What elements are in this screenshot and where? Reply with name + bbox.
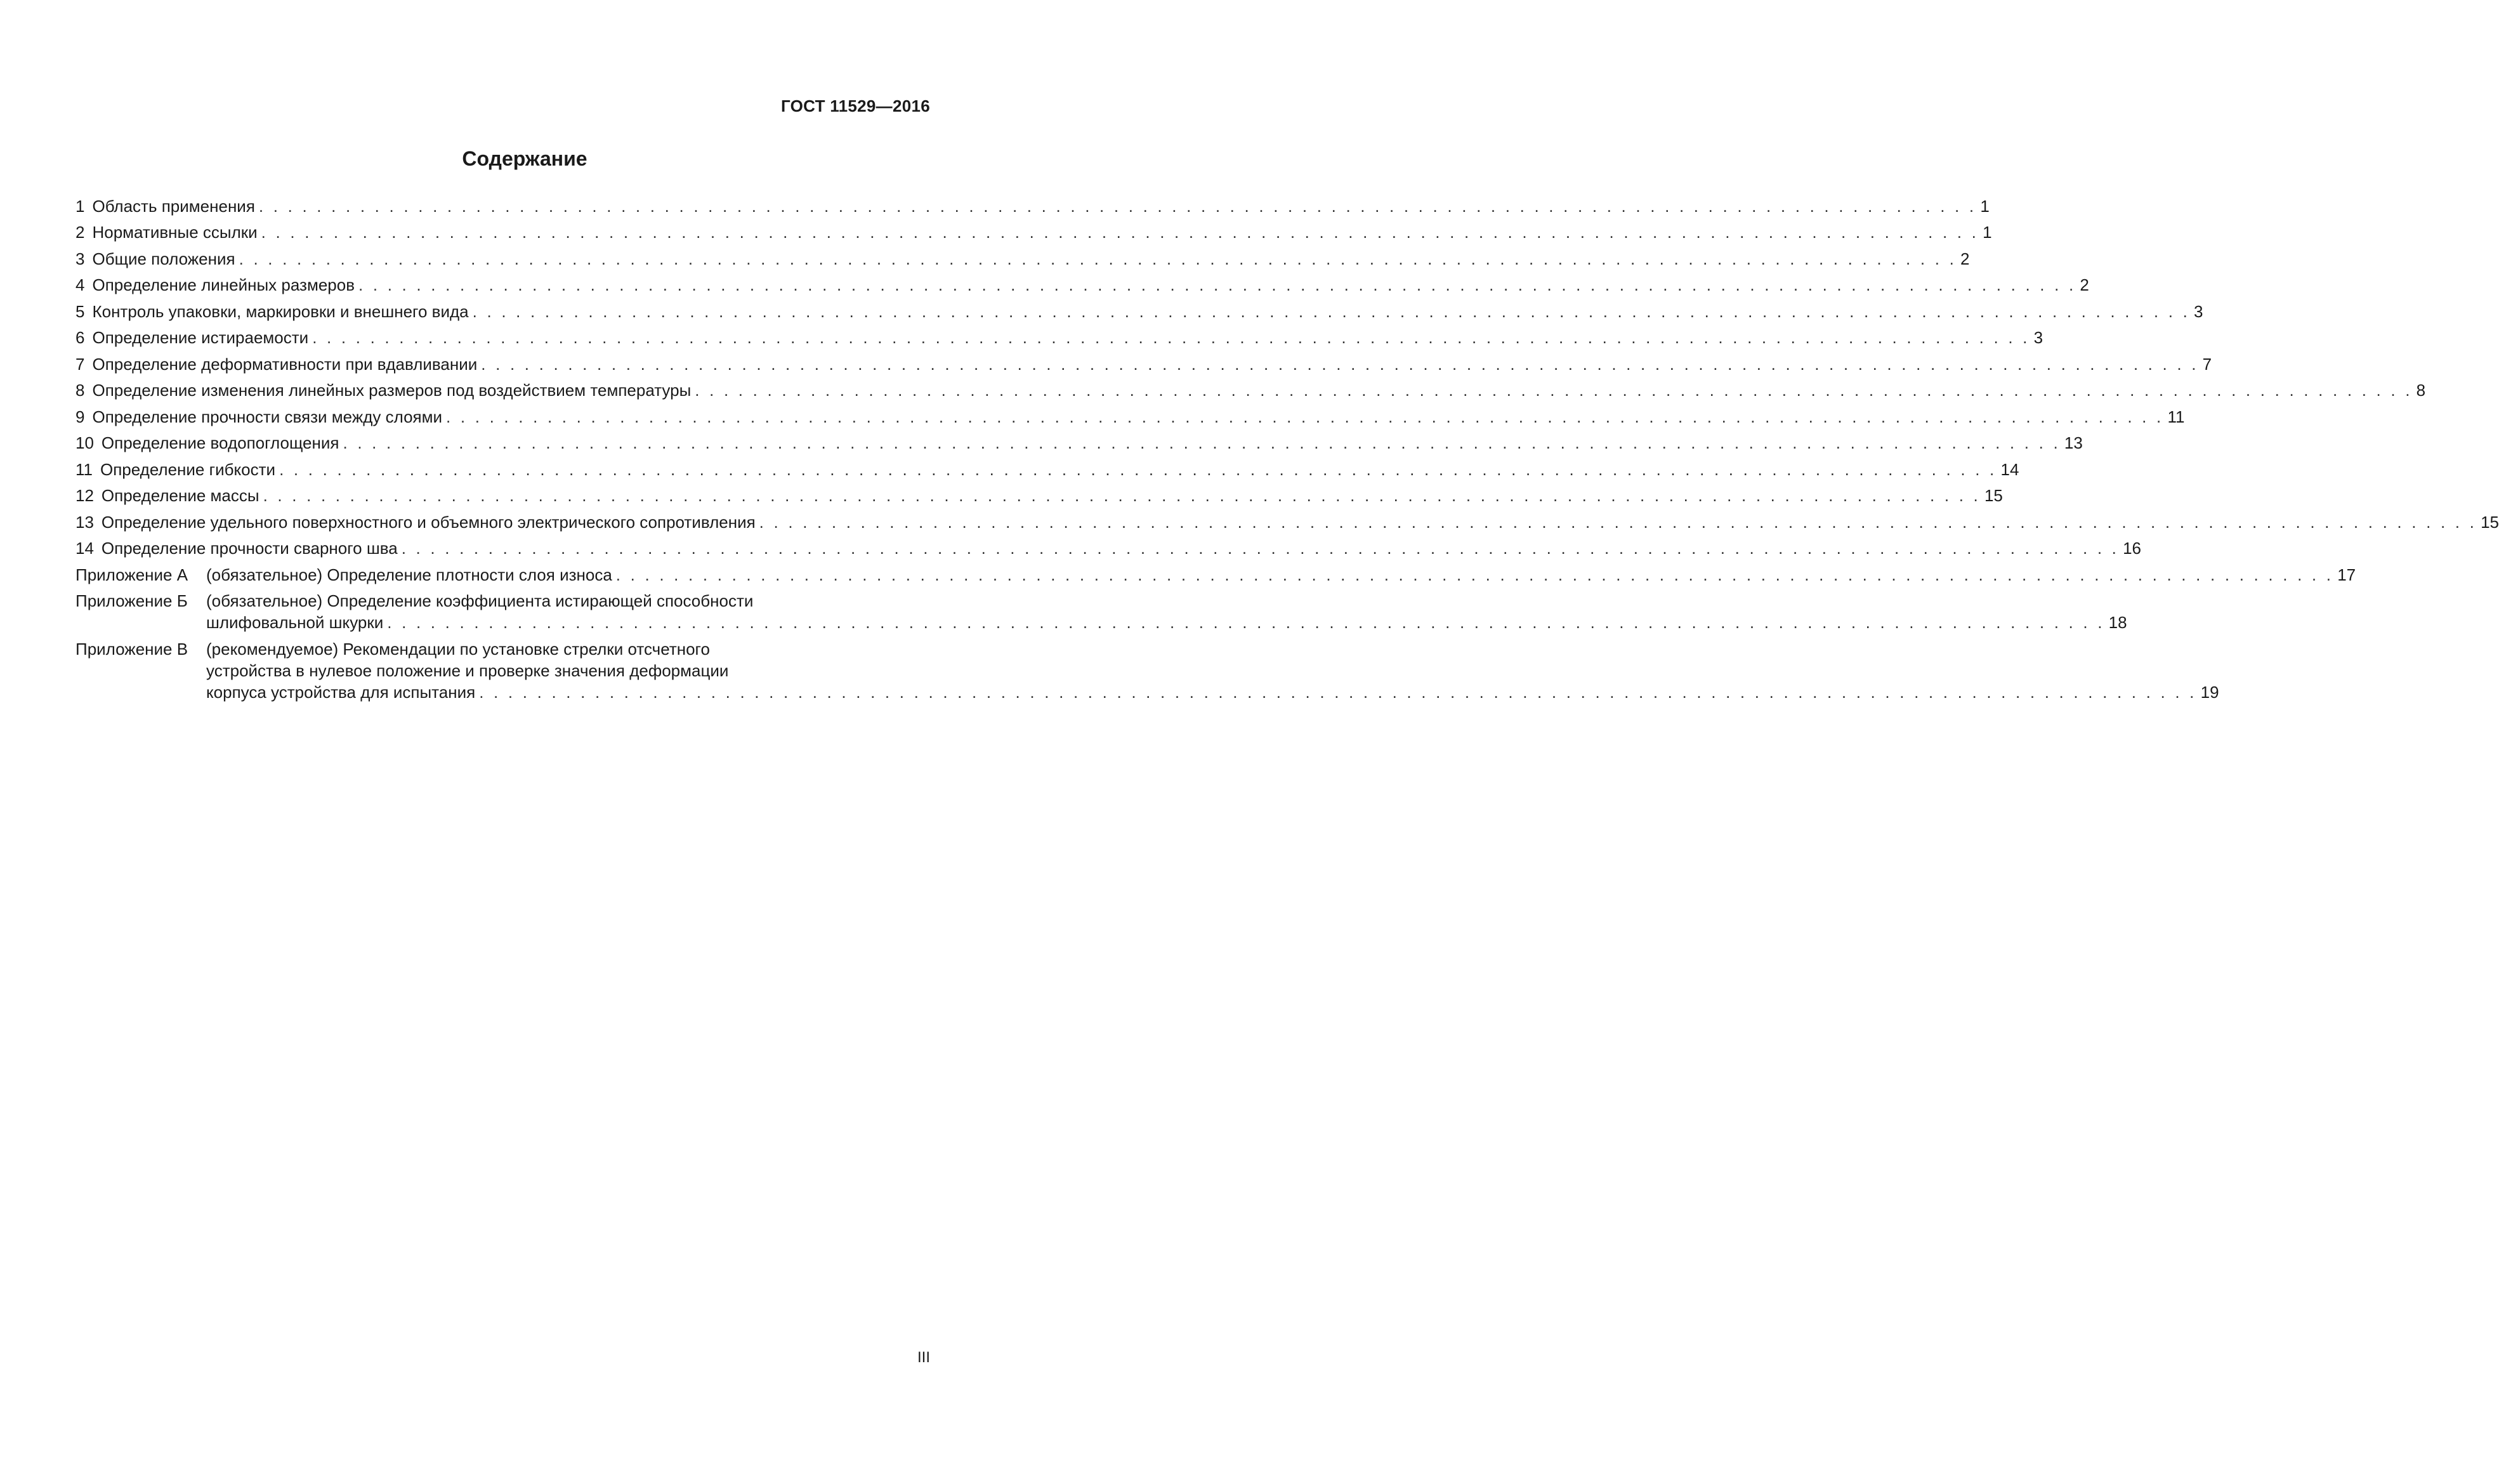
toc-entry[interactable] xyxy=(75,217,1992,244)
toc-entry-number: 3 xyxy=(75,249,85,268)
toc-entry-page: 3 xyxy=(2033,328,2043,347)
toc-entry[interactable] xyxy=(75,296,2203,322)
toc-entry-number: 12 xyxy=(75,486,94,505)
table-of-contents xyxy=(75,190,2499,703)
toc-entry[interactable] xyxy=(75,428,2083,454)
toc-entry-number: 2 xyxy=(75,223,85,242)
toc-entry-number: 10 xyxy=(75,433,94,452)
toc-entry-number: 7 xyxy=(75,354,85,374)
toc-entry-page: 1 xyxy=(1980,196,1990,216)
toc-entry-title: Область применения xyxy=(92,196,255,216)
toc-entry[interactable] xyxy=(75,348,2212,375)
annex-last-line xyxy=(206,564,2356,586)
annex-label: Приложение А xyxy=(75,565,188,584)
dot-leader xyxy=(358,274,2076,296)
toc-title: Содержание xyxy=(462,147,587,170)
dot-leader xyxy=(446,406,2163,428)
toc-entry-title: Определение удельного поверхностного и объемного электрического сопротивления xyxy=(101,512,756,532)
toc-entry[interactable] xyxy=(75,480,2003,507)
annex-last-line xyxy=(206,612,2127,633)
toc-entry-number: 14 xyxy=(75,539,94,558)
document-code: ГОСТ 11529—2016 xyxy=(780,96,930,115)
dot-leader xyxy=(279,459,1997,480)
toc-annex[interactable] xyxy=(75,559,2356,586)
toc-entry-page: 15 xyxy=(2481,512,2499,532)
dot-leader xyxy=(387,612,2104,633)
toc-entry-title: Контроль упаковки, маркировки и внешнего вида xyxy=(92,301,469,321)
toc-entry-page: 11 xyxy=(2167,407,2185,426)
toc-entry-number: 8 xyxy=(75,381,85,400)
toc-entry[interactable] xyxy=(75,243,1970,270)
toc-entry-page: 13 xyxy=(2064,433,2083,452)
toc-entry-page: 2 xyxy=(1960,249,1970,268)
dot-leader xyxy=(695,379,2412,401)
toc-entry[interactable] xyxy=(75,270,2089,296)
toc-entry[interactable] xyxy=(75,401,2185,428)
toc-entry-title: Определение изменения линейных размеров под воздействием температуры xyxy=(92,381,692,400)
dot-leader xyxy=(616,564,2333,586)
annex-title: (обязательное) Определение плотности слоя износа xyxy=(206,565,612,584)
toc-annex[interactable] xyxy=(75,586,2127,634)
dot-leader xyxy=(259,195,1976,217)
toc-entry-page: 8 xyxy=(2416,381,2426,400)
toc-annex[interactable] xyxy=(75,633,2219,703)
annex-page: 19 xyxy=(2200,682,2219,702)
toc-entry-number: 6 xyxy=(75,328,85,347)
annex-page: 18 xyxy=(2108,613,2127,632)
annex-body xyxy=(206,590,2127,633)
dot-leader xyxy=(263,485,1981,506)
toc-entry-title: Определение гибкости xyxy=(100,459,276,479)
annex-title: шлифовальной шкурки xyxy=(206,613,384,632)
toc-entry-page: 16 xyxy=(2123,539,2142,558)
dot-leader xyxy=(473,301,2190,322)
annex-last-line xyxy=(206,681,2219,703)
annex-title-line: (обязательное) Определение коэффициента истирающей способности xyxy=(206,591,754,610)
annex-page: 17 xyxy=(2337,565,2356,584)
toc-entry-number: 5 xyxy=(75,301,85,321)
dot-leader xyxy=(312,327,2030,348)
annex-title-line: (рекомендуемое) Рекомендации по установке стрелки отсчетного xyxy=(206,639,710,659)
dot-leader xyxy=(481,353,2198,375)
toc-entry-page: 14 xyxy=(2000,459,2019,479)
toc-entry-title: Общие положения xyxy=(92,249,235,268)
annex-title: корпуса устройства для испытания xyxy=(206,682,476,702)
annex-body xyxy=(206,638,2219,703)
toc-entry-page: 2 xyxy=(2080,275,2089,294)
annex-label: Приложение Б xyxy=(75,591,188,610)
page-number: III xyxy=(917,1349,930,1366)
toc-entry-page: 3 xyxy=(2194,301,2203,321)
dot-leader xyxy=(261,221,1979,243)
toc-entry-title: Определение деформативности при вдавливании xyxy=(92,354,478,374)
toc-entry-title: Определение прочности связи между слоями xyxy=(92,407,443,426)
dot-leader xyxy=(239,248,1957,270)
toc-entry-number: 1 xyxy=(75,196,85,216)
dot-leader xyxy=(479,681,2196,703)
toc-entry[interactable] xyxy=(75,375,2426,402)
toc-entry-number: 11 xyxy=(75,459,93,479)
toc-entry[interactable] xyxy=(75,506,2499,533)
toc-entry-page: 7 xyxy=(2202,354,2212,374)
dot-leader xyxy=(402,537,2119,559)
toc-entry-number: 13 xyxy=(75,512,94,532)
toc-entry[interactable] xyxy=(75,533,2142,560)
toc-entry-title: Определение линейных размеров xyxy=(92,275,355,294)
dot-leader xyxy=(759,511,2477,533)
toc-entry-title: Нормативные ссылки xyxy=(92,223,258,242)
toc-entry-page: 1 xyxy=(1983,223,1992,242)
annex-body xyxy=(206,564,2356,586)
toc-entry-title: Определение массы xyxy=(101,486,259,505)
toc-entry-title: Определение прочности сварного шва xyxy=(101,539,398,558)
dot-leader xyxy=(343,432,2060,454)
toc-entry[interactable] xyxy=(75,190,1990,217)
toc-entry-number: 4 xyxy=(75,275,85,294)
toc-entry-title: Определение истираемости xyxy=(92,328,309,347)
toc-entry[interactable] xyxy=(75,454,2019,480)
toc-entry-title: Определение водопоглощения xyxy=(101,433,339,452)
toc-entry-number: 9 xyxy=(75,407,85,426)
annex-label: Приложение В xyxy=(75,639,188,659)
toc-entry-page: 15 xyxy=(1984,486,2003,505)
annex-title-line: устройства в нулевое положение и проверке значения деформации xyxy=(206,660,729,680)
toc-entry[interactable] xyxy=(75,322,2043,349)
